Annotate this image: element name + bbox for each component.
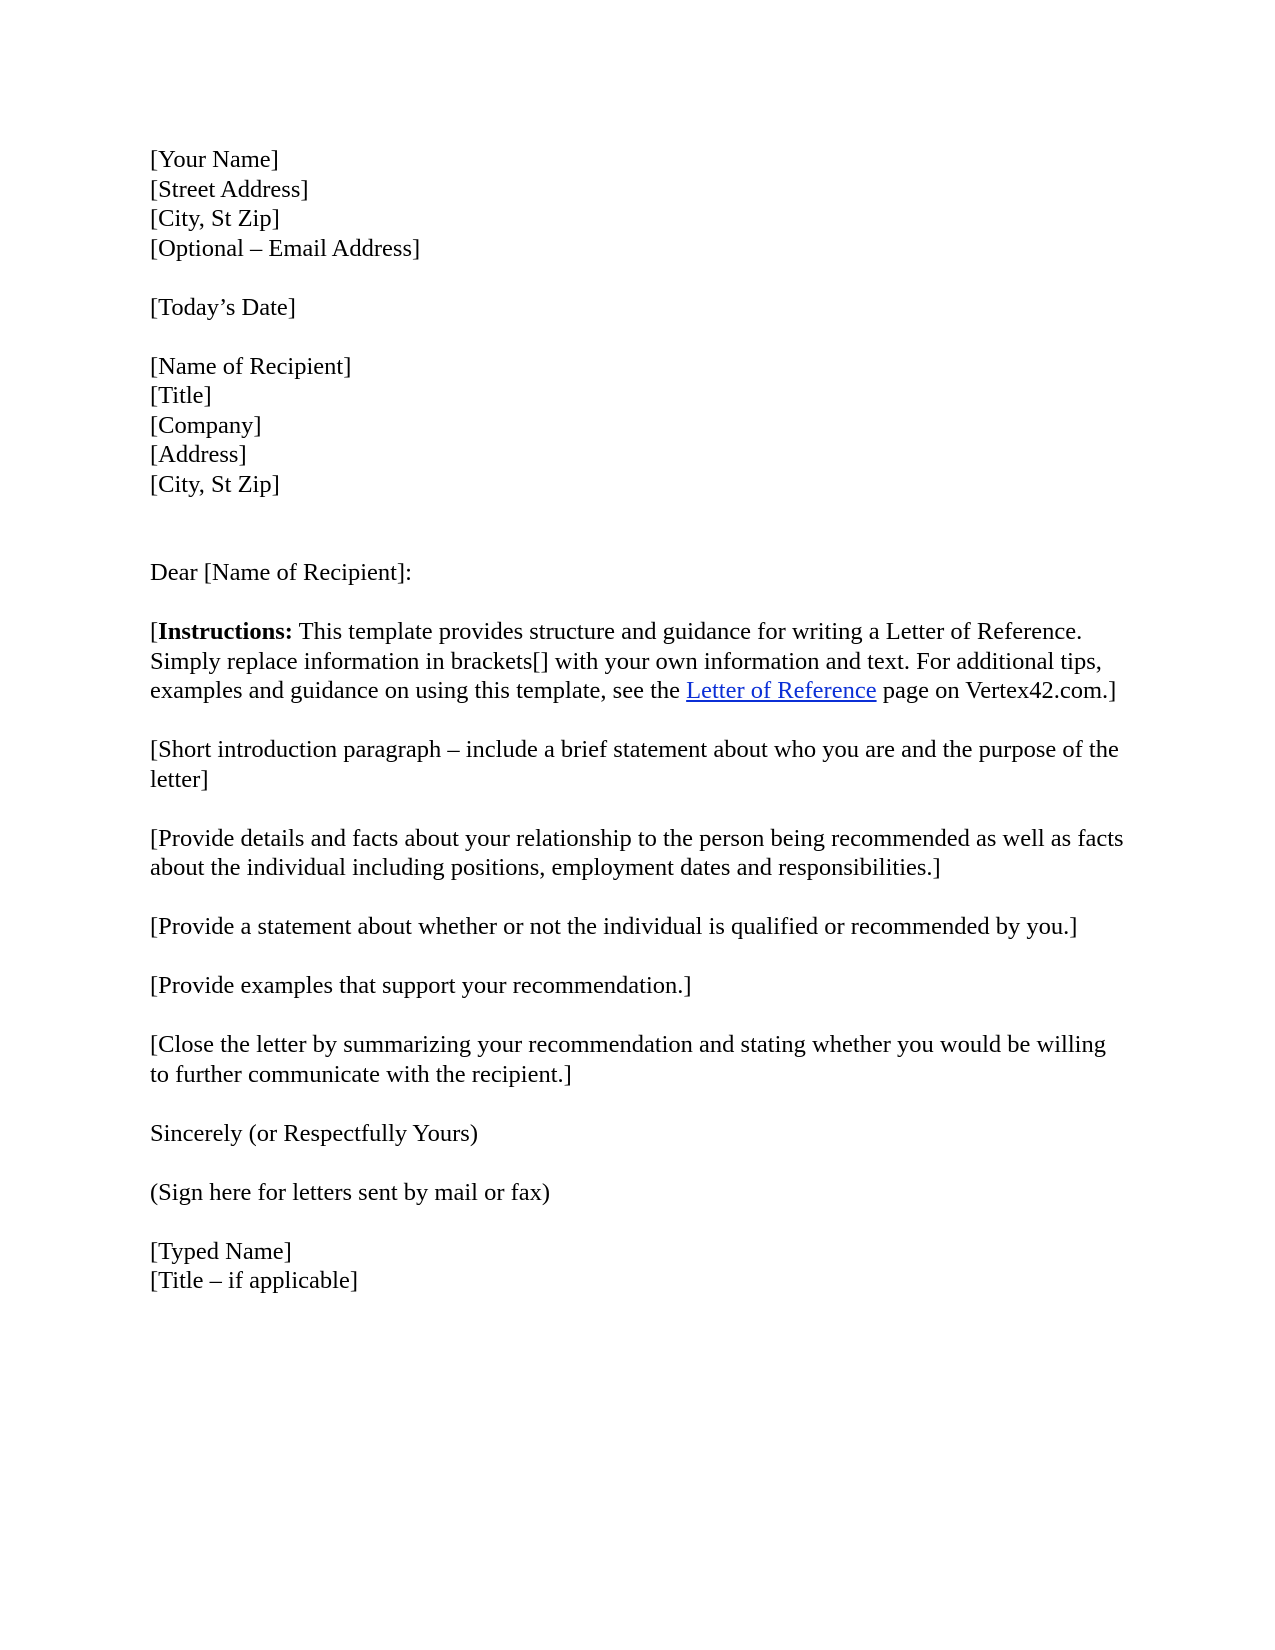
instructions-open-bracket: [	[150, 618, 159, 645]
intro-paragraph: [Short introduction paragraph – include a brief statement about who you are and the purpose of the letter]	[150, 736, 1119, 793]
instructions-text-end: page on Vertex42.com.]	[876, 677, 1117, 704]
letter-body	[150, 145, 1130, 1296]
qualification-paragraph: [Provide a statement about whether or not the individual is qualified or recommended by you.]	[150, 913, 1078, 940]
relationship-paragraph: [Provide details and facts about your relationship to the person being recommended as well as facts about the individual including positions, employment dates and responsibilities.]	[150, 824, 1124, 881]
sender-street: [Street Address]	[150, 175, 309, 203]
recipient-city: [City, St Zip]	[150, 470, 280, 498]
examples-paragraph: [Provide examples that support your recommendation.]	[150, 972, 692, 999]
signer-typed-name: [Typed Name]	[150, 1237, 292, 1265]
letter-of-reference-link[interactable]: Letter of Reference	[686, 677, 877, 704]
signature-note: (Sign here for letters sent by mail or fax)	[150, 1178, 551, 1206]
instructions-label: Instructions:	[158, 618, 293, 645]
recipient-address-block	[150, 352, 1130, 500]
signer-block	[150, 1237, 1130, 1296]
complimentary-close: Sincerely (or Respectfully Yours)	[150, 1119, 478, 1147]
instructions-text: This template provides structure and guidance for writing a Letter of Reference. Simply replace information in brackets[] with your own information and text. For additional tips, examples and guidance on using this template, see the	[150, 618, 1102, 704]
recipient-company: [Company]	[150, 411, 262, 439]
signer-title: [Title – if applicable]	[150, 1267, 358, 1294]
closing-paragraph: [Close the letter by summarizing your recommendation and stating whether you would be willing to further communicate with the recipient.]	[150, 1031, 1106, 1088]
sender-email: [Optional – Email Address]	[150, 234, 421, 262]
sender-address-block	[150, 145, 1130, 263]
sender-city: [City, St Zip]	[150, 205, 280, 232]
sender-name: [Your Name]	[150, 146, 279, 173]
instructions-paragraph	[150, 617, 1130, 706]
recipient-title: [Title]	[150, 382, 212, 409]
recipient-name: [Name of Recipient]	[150, 352, 352, 380]
salutation: Dear [Name of Recipient]:	[150, 559, 412, 586]
letter-date: [Today’s Date]	[150, 293, 296, 321]
recipient-address: [Address]	[150, 441, 247, 468]
